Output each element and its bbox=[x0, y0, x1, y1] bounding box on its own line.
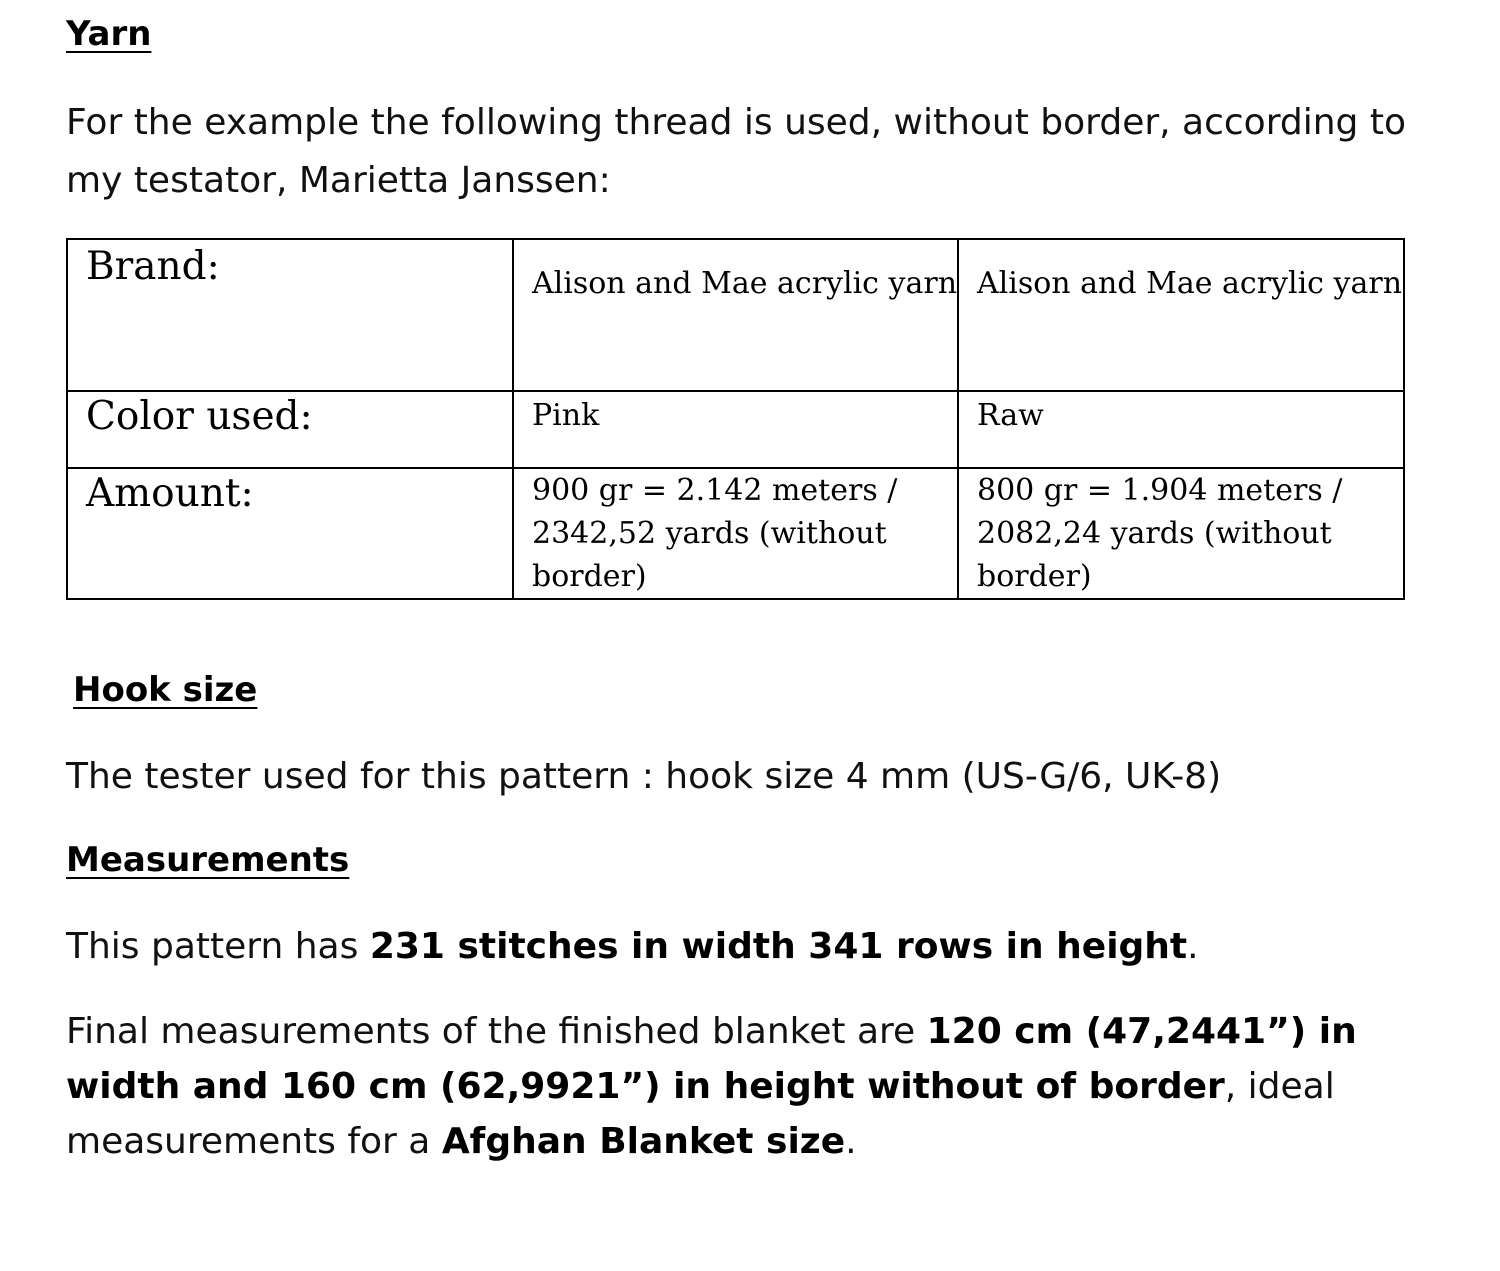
amount-value-raw: 800 gr = 1.904 meters / 2082,24 yards (without border) bbox=[958, 468, 1404, 599]
color-value-pink: Pink bbox=[513, 391, 958, 468]
stitches-count: 231 stitches in width 341 rows in height bbox=[369, 926, 1188, 967]
amount-label: Amount: bbox=[67, 468, 513, 599]
color-value-raw: Raw bbox=[958, 391, 1404, 468]
brand-label: Brand: bbox=[67, 239, 513, 391]
amount-value-pink: 900 gr = 2.142 meters / 2342,52 yards (without border) bbox=[513, 468, 958, 599]
final-part-2: , ideal measurements for a bbox=[66, 1066, 1335, 1162]
yarn-intro: For the example the following thread is used, without border, according to my testator, Marietta Janssen: bbox=[66, 102, 1406, 201]
hook-size-text: The tester used for this pattern : hook size 4 mm (US-G/6, UK-8) bbox=[66, 756, 1222, 797]
table-row-amount bbox=[67, 468, 1404, 599]
stitches-text bbox=[66, 918, 1199, 976]
brand-value-raw: Alison and Mae acrylic yarn bbox=[958, 239, 1404, 391]
final-part-3: . bbox=[845, 1121, 857, 1162]
color-label: Color used: bbox=[67, 391, 513, 468]
final-part-1: Final measurements of the finished blanket are bbox=[66, 1011, 927, 1052]
yarn-heading: Yarn bbox=[66, 14, 152, 54]
final-measurements-text bbox=[66, 1004, 1436, 1169]
yarn-table bbox=[66, 238, 1405, 600]
stitches-prefix: This pattern has bbox=[66, 926, 370, 967]
stitches-suffix: . bbox=[1187, 926, 1199, 967]
hook-size-heading: Hook size bbox=[73, 670, 258, 710]
table-row-brand bbox=[67, 239, 1404, 391]
brand-value-pink: Alison and Mae acrylic yarn bbox=[513, 239, 958, 391]
measurements-heading: Measurements bbox=[66, 840, 350, 880]
table-row-color bbox=[67, 391, 1404, 468]
final-dimensions: 120 cm (47,2441”) in width and 160 cm (62,9921”) in height without of border bbox=[66, 1011, 1357, 1107]
blanket-size-name: Afghan Blanket size bbox=[441, 1121, 846, 1162]
